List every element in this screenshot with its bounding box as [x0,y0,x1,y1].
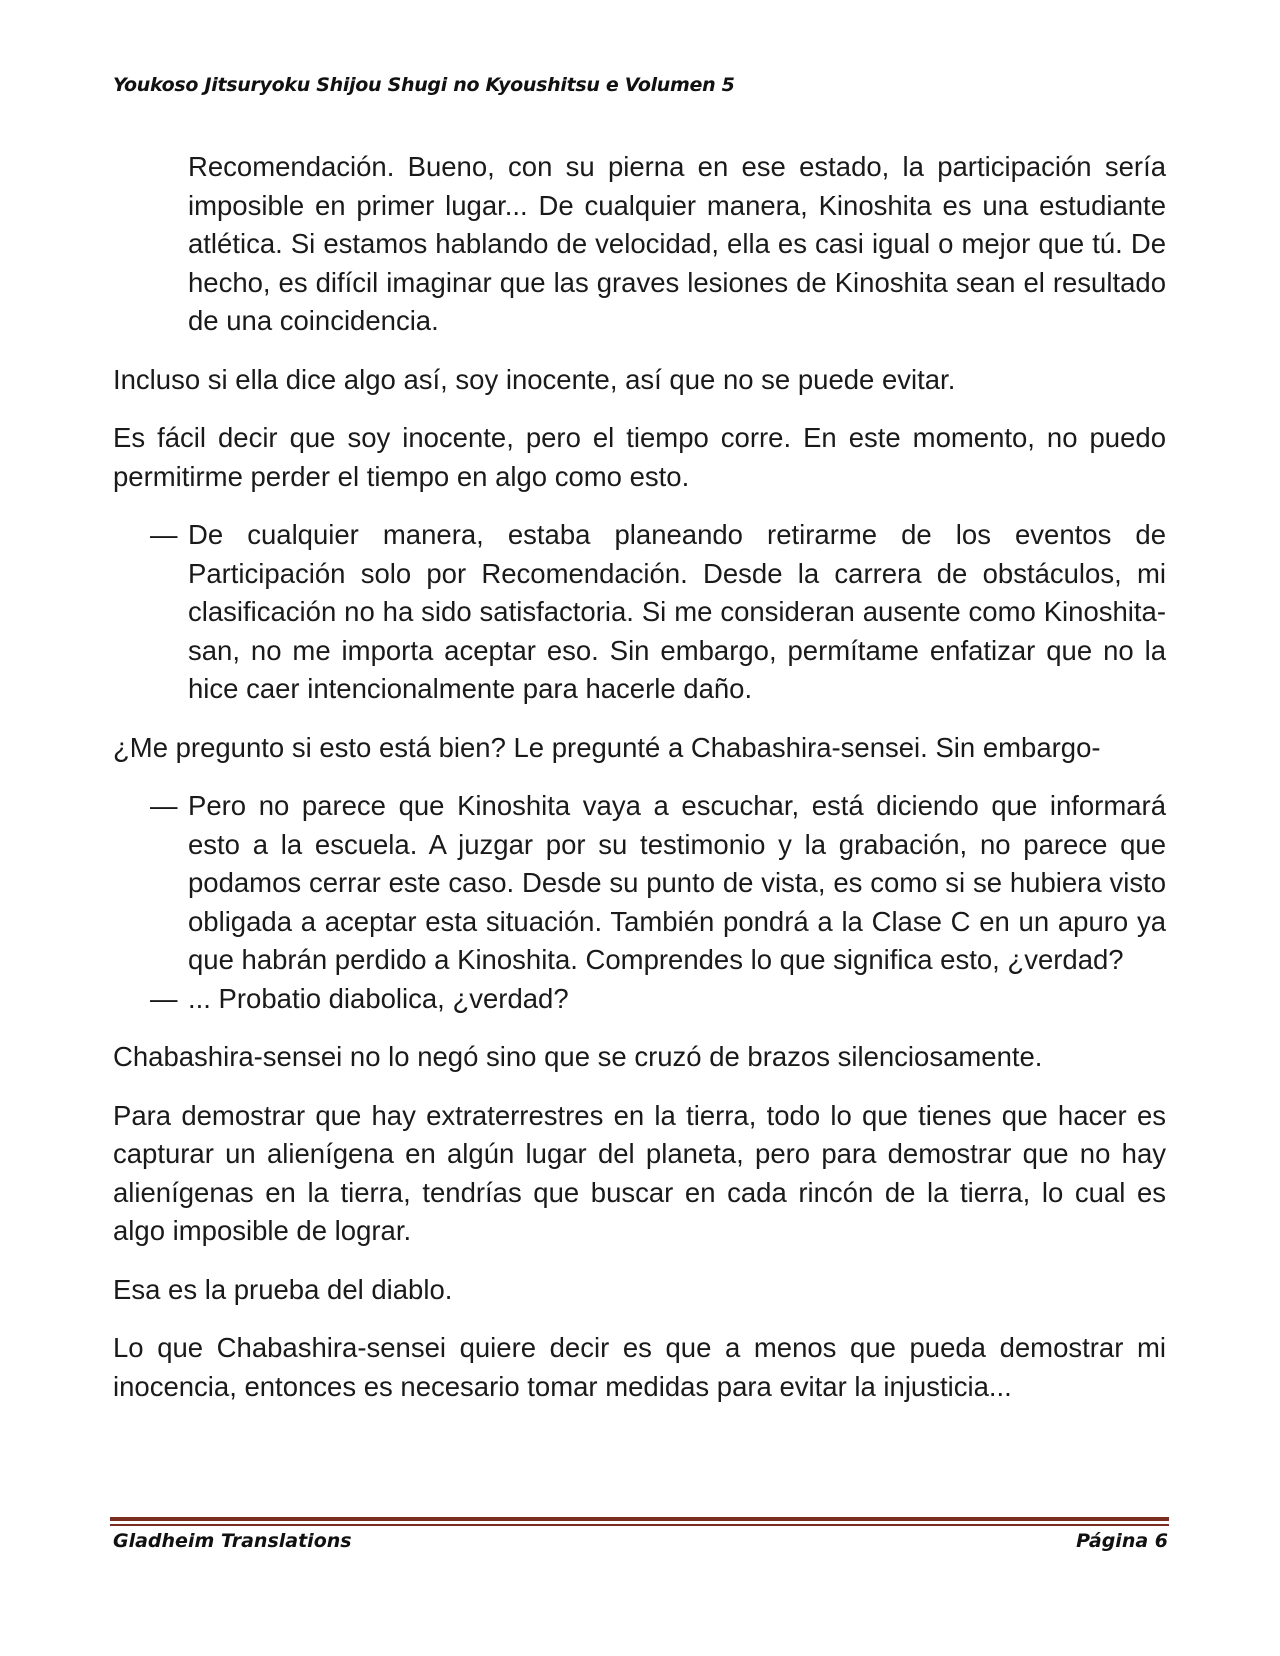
paragraph: Para demostrar que hay extraterrestres en la tierra, todo lo que tienes que hacer es capturar un alienígena en algún lugar del planeta, pero para demostrar que no hay alienígenas en la tierra, tendrías que buscar en cada rincón de la tierra, lo cual es algo imposible de lograr. [113,1099,1166,1246]
paragraph: Chabashira-sensei no lo negó sino que se cruzó de brazos silenciosamente. [113,1041,1043,1072]
footer-page-number: Página 6 [1076,1530,1168,1552]
paragraph-continuation: Recomendación. Bueno, con su pierna en ese estado, la participación sería imposible en primer lugar... De cualquier manera, Kinoshita es una estudiante atlética. Si estamos hablando de velocidad, ella es casi igual o mejor que tú. De hecho, es difícil imaginar que las graves lesiones de Kinoshita sean el resultado de una coincidencia. [188,151,1166,336]
dialogue-text: De cualquier manera, estaba planeando retirarme de los eventos de Participación solo por Recomendación. Desde la carrera de obstáculos, mi clasificación no ha sido satisfactoria. Si me consideran ausente como Kinoshita-san, no me importa aceptar eso. Sin embargo, permítame enfatizar que no la hice caer intencionalmente para hacerle daño. [188,519,1166,704]
paragraph: Esa es la prueba del diablo. [113,1273,453,1305]
footer-divider-thin [110,1524,1169,1526]
page-header-title: Youkoso Jitsuryoku Shijou Shugi no Kyoushitsu e Volumen 5 [113,74,735,96]
dialogue-block [113,787,1166,1018]
dialogue-text: ... Probatio diabolica, ¿verdad? [188,982,569,1014]
paragraph: Incluso si ella dice algo así, soy inocente, así que no se puede evitar. [113,363,956,395]
dialogue-line [113,787,1166,980]
paragraph: ¿Me pregunto si esto está bien? Le pregunté a Chabashira-sensei. Sin embargo- [113,731,1101,763]
dialogue-text: Pero no parece que Kinoshita vaya a escuchar, está diciendo que informará esto a la escuela. A juzgar por su testimonio y la grabación, no parece que podamos cerrar este caso. Desde su punto de vista, es como si se hubiera visto obligada a aceptar esta situación. También pondrá a la Clase C en un apuro ya que habrán perdido a Kinoshita. Comprendes lo que significa esto, ¿verdad? [188,790,1166,975]
paragraph: Lo que Chabashira-sensei quiere decir es que a menos que pueda demostrar mi inocencia, entonces es necesario tomar medidas para evitar la injusticia... [113,1332,1166,1402]
dialogue-dash: — [150,982,178,1014]
dialogue-line [113,516,1166,709]
footer-translator: Gladheim Translations [113,1530,352,1552]
dialogue-dash: — [150,519,178,550]
paragraph: Es fácil decir que soy inocente, pero el tiempo corre. En este momento, no puedo permitirme perder el tiempo en algo como esto. [113,422,1166,492]
dialogue-line [113,980,1166,1019]
footer-divider [110,1517,1169,1521]
dialogue-block [113,516,1166,709]
dialogue-dash: — [150,790,178,821]
page-body [113,148,1166,1426]
